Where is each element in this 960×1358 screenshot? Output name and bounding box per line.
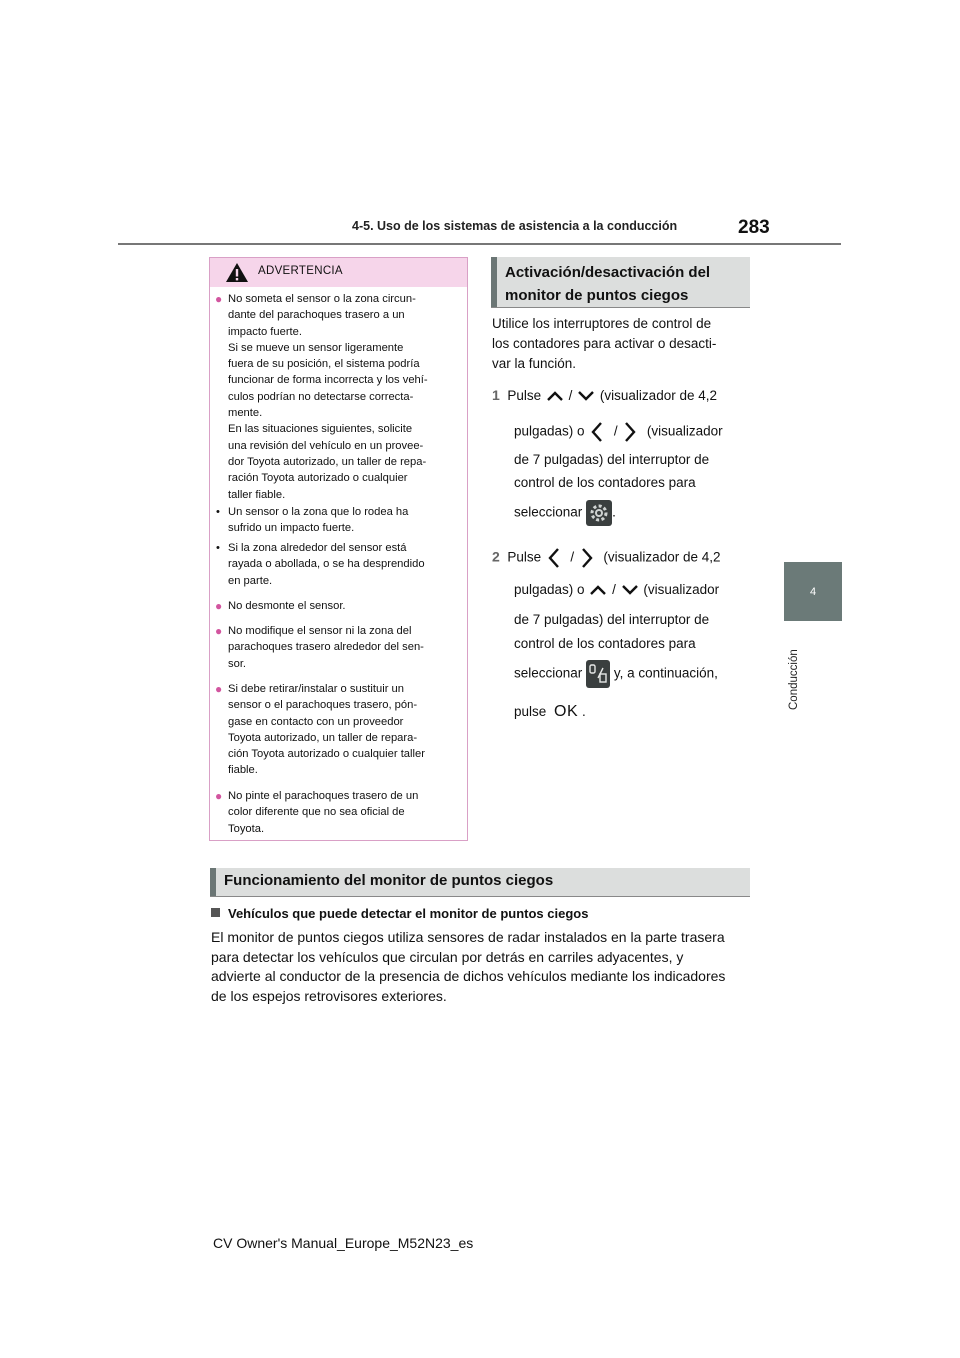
ok-button-glyph: OK	[554, 703, 579, 720]
function-subheading: Vehículos que puede detectar el monitor de puntos ciegos	[211, 906, 588, 921]
warning-item-text: No desmonte el sensor.	[228, 600, 346, 612]
step1-line2: pulgadas) o / (visualizador	[514, 420, 723, 444]
page-number: 283	[738, 217, 770, 238]
warning-subitem-text: Un sensor o la zona que lo rodea ha sufrido un impacto fuerte.	[228, 506, 409, 535]
step1-number: 1	[492, 387, 500, 403]
heading-rule	[491, 307, 750, 308]
square-bullet-icon	[211, 908, 220, 917]
chapter-tab: 4	[784, 562, 842, 621]
warning-item-text: No modifique el sensor ni la zona del parachoques trasero alrededor del sen- sor.	[228, 625, 424, 670]
gear-icon	[586, 500, 612, 526]
bullet-icon: ●	[215, 789, 223, 803]
bullet-icon: ●	[215, 682, 223, 696]
bullet-icon: ●	[215, 292, 223, 306]
step2-line4: control de los contadores para	[514, 636, 696, 651]
chevron-right-icon	[578, 546, 596, 570]
activation-heading	[491, 257, 750, 307]
function-heading-text: Funcionamiento del monitor de puntos ciegos	[224, 872, 554, 889]
chapter-label	[786, 630, 806, 710]
running-header: 4-5. Uso de los sistemas de asistencia a la conducción	[352, 219, 678, 233]
chevron-left-icon	[588, 420, 606, 444]
bsm-icon	[586, 660, 610, 688]
warning-item-text: No pinte el parachoques trasero de un color diferente que no sea oficial de Toyota.	[228, 790, 419, 835]
chevron-left-icon	[545, 546, 563, 570]
chevron-right-icon	[621, 420, 639, 444]
footer-text: CV Owner's Manual_Europe_M52N23_es	[213, 1235, 474, 1251]
step2-number: 2	[492, 548, 500, 565]
warning-item-text: No someta el sensor o la zona circun- dante del parachoques trasero a un impacto fuerte. Si se mueve un sensor ligeramente fuera de su posición, el sistema podría funcionar de forma incorrecta y los vehí- culos podrían no detectarse correcta- mente. En las situaciones siguientes, solicite una revisión del vehículo en un provee- dor Toyota autorizado, un taller de repa- ración Toyota autorizado o cualquier taller fiable.	[228, 293, 428, 501]
header-rule	[118, 243, 841, 245]
function-heading	[210, 868, 750, 896]
step2-line1: 2 Pulse / (visualizador de 4,2	[492, 546, 721, 570]
warning-item-text: Si debe retirar/instalar o sustituir un sensor o el parachoques trasero, pón- gase en contacto con un proveedor Toyota autorizado, un taller de repara- ción Toyota autorizado o cualquier taller fiable.	[228, 683, 425, 777]
heading-rule	[210, 896, 750, 897]
chevron-up-icon	[588, 583, 608, 597]
step1-line1: 1 Pulse / (visualizador de 4,2	[492, 387, 717, 403]
step1-line5: seleccionar .	[514, 500, 616, 526]
activation-heading-text: Activación/desactivación del monitor de puntos ciegos	[505, 264, 711, 304]
step1-line3: de 7 pulgadas) del interruptor de	[514, 452, 710, 467]
warning-title: ADVERTENCIA	[258, 265, 343, 277]
chapter-label-text: Conducción	[788, 649, 800, 710]
bullet-icon: ●	[215, 599, 223, 613]
step2-line5: seleccionar y, a continuación,	[514, 660, 718, 688]
bullet-icon: ●	[215, 624, 223, 638]
step2-line2: pulgadas) o / (visualizador	[514, 582, 720, 597]
chevron-down-icon	[576, 389, 596, 403]
warning-subitem-text: Si la zona alrededor del sensor está rayada o abollada, o se ha desprendido en parte.	[228, 542, 425, 587]
step2-line6: pulse OK .	[514, 703, 586, 720]
step2-line3: de 7 pulgadas) del interruptor de	[514, 612, 710, 627]
warning-triangle-icon	[225, 262, 249, 283]
step1-line4: control de los contadores para	[514, 475, 696, 490]
activation-intro: Utilice los interruptores de control de los contadores para activar o desacti- var la función.	[492, 316, 717, 371]
function-body: El monitor de puntos ciegos utiliza sensores de radar instalados en la parte trasera para detectar los vehículos que circulan por detrás en carriles adyacentes, y advierte al conductor de la presencia de dichos vehículos mediante los indicadores de los espejos retrovisores exteriores.	[211, 929, 726, 1004]
chevron-up-icon	[545, 389, 565, 403]
chevron-down-icon	[620, 583, 640, 597]
